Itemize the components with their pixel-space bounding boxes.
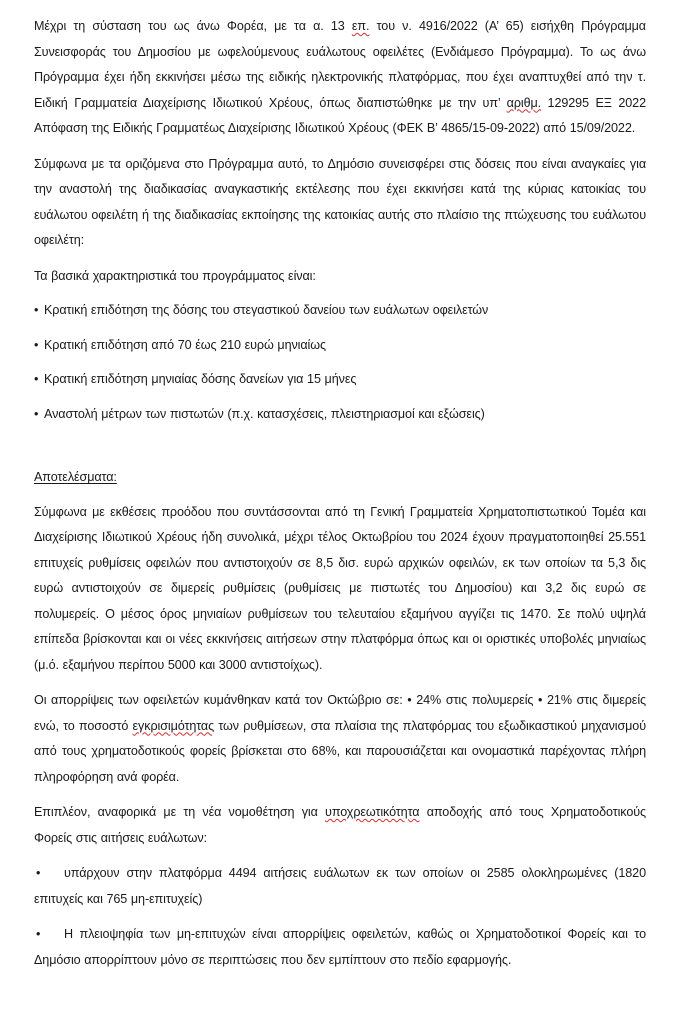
paragraph-contribution: Σύμφωνα με τα οριζόμενα στο Πρόγραμμα αυτό, το Δημόσιο συνεισφέρει στις δόσεις που είναι αναγκαίες για την αναστολή της διαδικασίας αναγκαστικής εκτέλεσης που έχει εκκινήσει κατά της κύριας κατοικίας του ευάλωτου οφειλέτη ή της διαδικασίας εκποίησης της κατοικίας αυτής στο πλαίσιο της πτώχευσης του ευάλωτου οφειλέτη: [34, 156, 646, 247]
bullet-icon: • [34, 372, 39, 386]
section-heading-results: Αποτελέσματα: [34, 470, 117, 484]
spellcheck-flag-arithm[interactable]: αριθμ. [506, 95, 542, 110]
list-item: • Κρατική επιδότηση μηνιαίας δόσης δανείων για 15 μήνες [34, 367, 646, 393]
bullet-icon: • [36, 927, 41, 941]
document-page [34, 14, 646, 973]
paragraph-rejections: Οι απορρίψεις των οφειλετών κυμάνθηκαν κατά τον Οκτώβριο σε: • 24% στις πολυμερείς • 21% στις διμερείς ενώ, το ποσοστό εγκρισιμότητας των ρυθμίσεων, στα πλαίσια της πλατφόρμας του εξωδικαστικού μηχανισμού από τους χρηματοδοτικούς φορείς βρίσκεται στο 68%, και παρουσιάζεται και ονομαστικά παρέχοντας πλήρη πληροφόρηση ανά φορέα. [34, 693, 646, 784]
paragraph-interim-program: Μέχρι τη σύσταση του ως άνω Φορέα, με τα α. 13 επ. του ν. 4916/2022 (Α’ 65) εισήχθη Πρόγραμμα Συνεισφοράς του Δημοσίου με ωφελούμενους ευάλωτους οφειλέτες (Ενδιάμεσο Πρόγραμμα). Το ως άνω Πρόγραμμα έχει ήδη εκκινήσει μέσω της ειδικής ηλεκτρονικής πλατφόρμας, που έχει αναπτυχθεί από την τ. Ειδική Γραμματεία Διαχείρισης Ιδιωτικού Χρέους, όπως διαπιστώθηκε με την υπ’ αριθμ. 129295 ΕΞ 2022 Απόφαση της Ειδικής Γραμματέως Διαχείρισης Ιδιωτικού Χρέους (ΦΕΚ Β’ 4865/15-09-2022) από 15/09/2022. [34, 19, 646, 135]
spellcheck-flag-ypochreotikotita[interactable]: υποχρεωτικότητα [325, 805, 420, 819]
final-bullets-list [34, 861, 646, 973]
bullet-icon: • [36, 866, 41, 880]
bullet-icon: • [34, 406, 39, 421]
list-item: • Κρατική επιδότηση από 70 έως 210 ευρώ μηνιαίως [34, 333, 646, 359]
list-item: • υπάρχουν στην πλατφόρμα 4494 αιτήσεις ευάλωτων εκ των οποίων οι 2585 ολοκληρωμένες (1820 επιτυχείς και 765 μη-επιτυχείς) [34, 861, 646, 912]
list-item: • Αναστολή μέτρων των πιστωτών (π.χ. κατασχέσεις, πλειστηριασμοί και εξώσεις) [34, 402, 646, 428]
list-item: • Η πλειοψηφία των μη-επιτυχών είναι απορρίψεις οφειλετών, καθώς οι Χρηματοδοτικοί Φορείς και το Δημόσιο απορρίπτουν μόνο σε περιπτώσεις που δεν εμπίπτουν στο πεδίο εφαρμογής. [34, 922, 646, 973]
paragraph-new-legislation: Επιπλέον, αναφορικά με τη νέα νομοθέτηση για υποχρεωτικότητα αποδοχής από τους Χρηματοδοτικούς Φορείς στις αιτήσεις ευάλωτων: [34, 805, 646, 845]
paragraph-results-progress: Σύμφωνα με εκθέσεις προόδου που συντάσσονται από τη Γενική Γραμματεία Χρηματοπιστωτικού Τομέα και Διαχείρισης Ιδιωτικού Χρέους ήδη συνολικά, μέχρι τέλος Οκτωβρίου του 2024 έχουν πραγματοποιηθεί 25.551 επιτυχείς ρυθμίσεις οφειλών που αντιστοιχούν σε 8,5 δισ. ευρώ αρχικών οφειλών, εκ των οποίων τα 5,3 δις ευρώ αντιστοιχούν σε διμερείς ρυθμίσεις (ρυθμίσεις με πιστωτές του Δημοσίου) και 3,2 δις ευρώ σε πολυμερείς. Ο μέσος όρος μηνιαίων ρυθμίσεων του τελευταίου εξαμήνου αγγίζει τις 1470. Σε πολύ υψηλά επίπεδα βρίσκονται και οι νέες εκκινήσεις αιτήσεων στην πλατφόρμα όπως και οι οριστικές υποβολές μηνιαίως (μ.ό. εξαμήνου περίπου 5000 και 3000 αντιστοίχως). [34, 504, 646, 672]
features-intro: Τα βασικά χαρακτηριστικά του προγράμματος είναι: [34, 268, 316, 283]
bullet-icon: • [34, 337, 39, 352]
list-item: • Κρατική επιδότηση της δόσης του στεγαστικού δανείου των ευάλωτων οφειλετών [34, 298, 646, 324]
spellcheck-flag-egkrisimotitas[interactable]: εγκρισιμότητας [132, 718, 215, 733]
bullet-icon: • [34, 303, 39, 317]
features-list [34, 298, 646, 427]
spellcheck-flag-ep[interactable]: επ. [351, 19, 370, 33]
